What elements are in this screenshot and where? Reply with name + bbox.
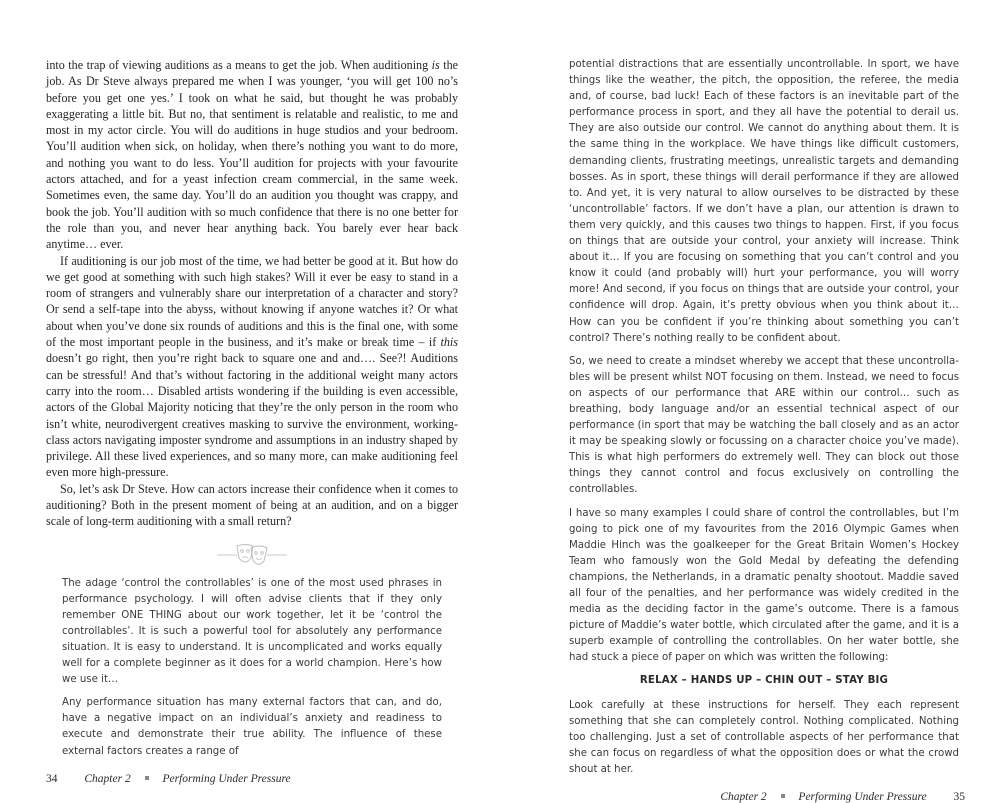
paragraph: The adage ‘control the controllables’ is one of the most used phrases in performance psychology. I will often advise clients that if they only remember ONE THING about our work together, let it be ‘control the controllables’. It is such a powerful tool for absolutely any performance situation. It is easy to understand. It is uncomplicated and works equally well for a complete beginner as it does for a world champion. Here’s how we use it… [62, 577, 442, 686]
chapter-title: Performing Under Pressure [162, 772, 291, 785]
chapter-label: Chapter 2 [720, 791, 767, 803]
chapter-label: Chapter 2 [84, 772, 131, 785]
page-footer [46, 773, 291, 785]
emphasis-text: this [440, 335, 458, 350]
paragraph: I have so many examples I could share of control the controllables, but I’m going to pick one of my favourites from the 2016 Olympic Games when Maddie Hinch was the goalkeeper for the Great Britain Women’s Hockey Team who famously won the Gold Medal by defeating the defending champions, the Netherlands, in a dramatic penalty shootout. Maddie saved all four of the penalties, and her performance was widely credited in the media as the deciding factor in the game’s outcome. There is a famous picture of Maddie’s water bottle, which circulated after the game, and it is a superb example of controlling the controllables. On her water bottle, she had stuck a piece of paper on which was written the following: [569, 507, 959, 664]
expert-commentary [62, 576, 442, 767]
expert-commentary-continued [569, 57, 959, 785]
paragraph: Any performance situation has many external factors that can, and do, have a negative impact on an individual’s anxiety and readiness to execute and demonstrate their true ability. The influence of these external factors creates a range of [62, 697, 442, 757]
paragraph: Look carefully at these instructions for herself. They each represent something that she can completely control. Nothing complicated. Nothing too challenging. Just a set of controllable aspects of her performance that she can focus on regardless of what the opposition does or what the crowd shout at her. [569, 699, 959, 775]
chapter-title: Performing Under Pressure [798, 791, 927, 803]
paragraph: So, we need to create a mindset whereby we accept that these uncontrollables will be present whilst NOT focusing on them. Instead, we need to focus on aspects of our performance that ARE within our control… such as breathing, body language and/or an essential technical aspect of our performance (in sport that may be watching the ball closely and as an actor it may be speaking slowly or focussing on a character choice you’ve made). This is what high performers do extremely well. They can block out those things they cannot control and focus exclusively on controlling the controllables. [569, 355, 959, 496]
text-run: the job. As Dr Steve always prepared me when I was younger, ‘you will get 100 no’s before you get one yes.’ I took on what he said, but thought he was probably exaggerating a little bit. But no, that sentiment is relatable and realistic, to me and most in my actor circle. You will do auditions in huge studios and your bedroom. You’ll audition when sick, on holiday, when there’s nothing you want to do more, and nothing you want to do less. You’ll audition for projects with your favourite actors attached, and for a yeast infection cream commercial, in the same week. Sometimes even, the same day. You’ll do an audition you thought was crappy, and book the job. You’ll audition with so much confidence that there is no one better for the role than you, and never hear anything back. You barely ever hear back anytime… ever. [46, 58, 458, 252]
emphasis-text: is [431, 58, 440, 72]
text-run: So, let’s ask Dr Steve. How can actors increase their confidence when it comes to auditioning? Both in the present moment of being at an audition, and on a bigger scale of long-term auditioning with a small return? [46, 481, 458, 529]
page-number: 34 [46, 772, 58, 785]
right-page [505, 0, 1005, 803]
text-run: If auditioning is our job most of the time, we had better be good at it. But how do we get good at something with such high stakes? Will it ever be easy to stand in a room of strangers and vulnerably share our interpretation of a character and story? Or send a self-tape into the abyss, without knowing if anyone watches it? Or what about when you’ve done six rounds of auditions and this is the final one, with some of the most important people in the business, and it’s make or break time – if [46, 253, 458, 350]
theatre-masks-icon [217, 540, 287, 570]
text-run: into the trap of viewing auditions as a means to get the job. When auditioning [46, 58, 432, 72]
callout-quote: RELAX – HANDS UP – CHIN OUT – STAY BIG [639, 675, 889, 687]
separator-square-icon [145, 776, 149, 780]
page-number: 35 [953, 791, 965, 803]
narrative-text [46, 57, 458, 530]
left-column [46, 57, 458, 767]
separator-square-icon [781, 794, 785, 798]
paragraph [46, 57, 458, 253]
left-page [0, 0, 500, 785]
paragraph [46, 253, 458, 481]
paragraph [46, 481, 458, 530]
page-footer [720, 791, 965, 803]
paragraph: potential distractions that are essentially uncontrollable. In sport, we have things like the weather, the pitch, the opposition, the referee, the media and, of course, bad luck! Each of these factors is an inevitable part of the performance process in sport, and they all have the potential to derail us. They are also outside our control. We cannot do anything about them. It is the same thing in the workplace. We have things like difficult customers, demanding clients, frustrating meetings, unrealistic targets and demanding bosses. As in sport, these things will derail performance if they are allowed to. And yet, it is very natural to allow ourselves to be distracted by these ‘uncontrollable’ factors. If we don’t have a plan, our attention is drawn to them very quickly, and this causes two things to happen. First, if you focus on things that are outside your control, your anxiety will increase. Think about it… If you are focusing on something that you can’t control and you know it could (and probably will) hurt your performance, you will worry more! And second, if you focus on things that are outside your control, your confidence will drop. Again, it’s pretty obvious when you think about it… How can you be confident if you’re thinking about something you can’t control? There’s nothing really to be confident about. [569, 59, 959, 344]
text-run: doesn’t go right, then you’re right back to square one and and…. See?! Auditions can be stressful! And that’s without factoring in the additional weight many actors carry into the room… Disabled artists wondering if the building is even accessible, actors of the Global Majority noticing that they’re the only person in the room who isn’t white, neurodivergent creatives masking to survive the environment, working-class actors navigating imposter syndrome and assumptions in an industry shaped by privilege. All these lived experiences, and so many more, can make auditioning feel even more high-pressure. [46, 351, 458, 480]
